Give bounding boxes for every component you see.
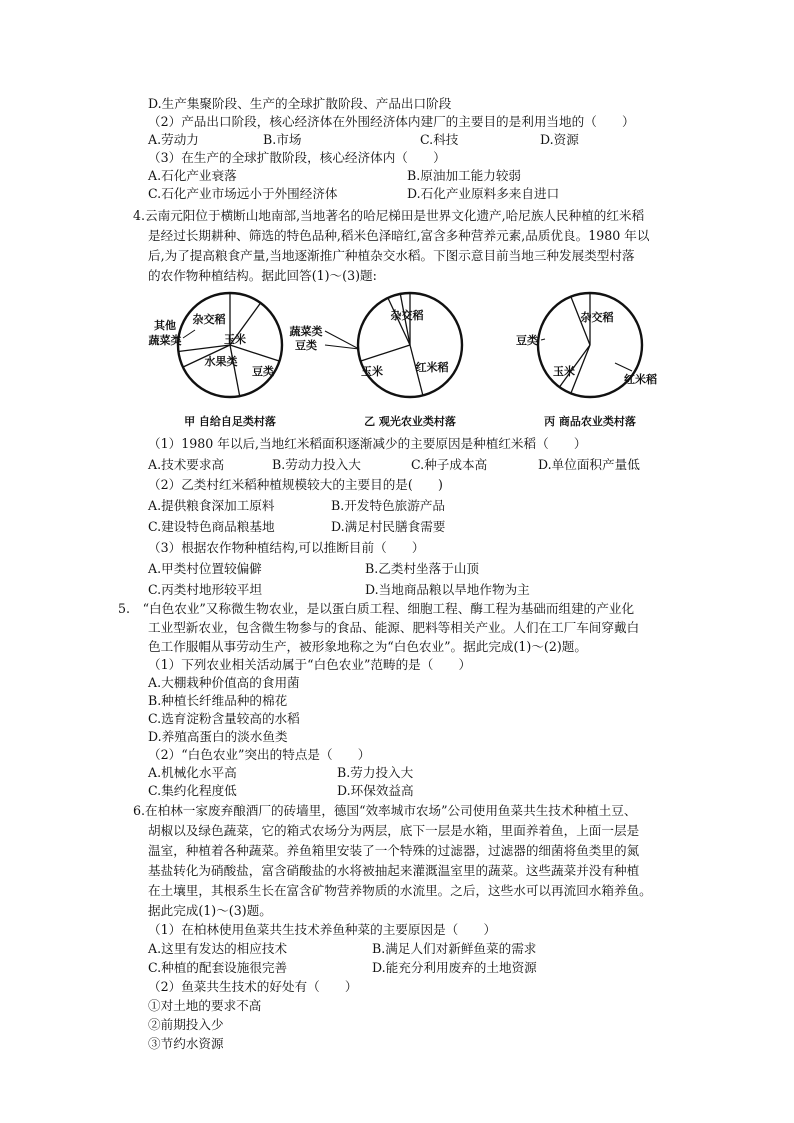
q3-sub3-opt-a: A.石化产业衰落 (148, 168, 237, 183)
pie-label (239, 283, 272, 284)
q6-sub2-item-2: ②前期投入少 (148, 1017, 224, 1032)
q4-sub2-opt-b: B.开发特色旅游产品 (331, 498, 446, 513)
q4-sub2: （2）乙类村红米稻种植规模较大的主要目的是( ) (148, 477, 443, 492)
pie-label: 玉米 (553, 365, 575, 378)
q6-sub1-opt-a: A.这里有发达的相应技术 (148, 941, 288, 956)
pie-label: 杂交稻 (192, 313, 226, 326)
pie-3 (516, 293, 657, 428)
pie-label: 玉米 (224, 333, 246, 346)
q6-sub1-opt-b: B.满足人们对新鲜鱼菜的需求 (372, 941, 537, 956)
pie-caption: 乙 观光农业类村落 (364, 415, 456, 428)
q4-sub2-opt-d: D.满足村民膳食需要 (331, 519, 446, 534)
pie-label: 蔬菜类 (289, 325, 323, 338)
q3-sub2-opt-d: D.资源 (540, 132, 579, 147)
q3-sub3-opt-d: D.石化产业原料多来自进口 (407, 186, 560, 201)
q6-sub1-opt-c: C.种植的配套设施很完善 (148, 960, 288, 975)
q4-sub1-opt-c: C.种子成本高 (411, 457, 488, 472)
q6-sub1-opt-d: D.能充分利用废弃的土地资源 (372, 960, 537, 975)
q4-sub3: （3）根据农作物种植结构,可以推断目前（ ） (148, 540, 425, 555)
q5-sub2-opt-c: C.集约化程度低 (148, 783, 237, 798)
q3-option-d: D.生产集聚阶段、生产的全球扩散阶段、产品出口阶段 (148, 96, 452, 111)
pie-label: 其他 (154, 319, 176, 332)
q3-sub2-opt-c: C.科技 (420, 132, 459, 147)
q4-sub3-opt-a: A.甲类村位置较偏僻 (148, 561, 262, 576)
q5-sub1-opt-b: B.种植长纤维品种的棉花 (148, 693, 288, 708)
q6-intro-line-4: 基盐转化为硝酸盐，富含硝酸盐的水将被抽起来灌溉温室里的蔬菜。这些蔬菜并没有种植 (148, 863, 640, 878)
q6-sub2-item-1: ①对土地的要求不高 (148, 998, 262, 1013)
q4-sub1-opt-a: A.技术要求高 (148, 457, 225, 472)
pie-label: 豆类 (516, 334, 538, 347)
pie-label: 水果类 (204, 355, 238, 368)
pie-label: 红米稻 (624, 373, 657, 386)
q4-sub3-opt-c: C.丙类村地形较平坦 (148, 582, 262, 597)
q6-intro-line-1: 6.在柏林一家废弃酿酒厂的砖墙里，德国“效率城市农场”公司使用鱼菜共生技术种植土豆、 (133, 803, 637, 818)
q3-sub2-opt-b: B.市场 (263, 132, 302, 147)
q6-intro-line-6: 据此完成(1)～(3)题。 (148, 903, 272, 918)
q5-sub1-opt-d: D.养殖高蛋白的淡水鱼类 (148, 729, 288, 744)
q3-sub3-opt-b: B.原油加工能力较弱 (407, 168, 522, 183)
q5-sub1: （1）下列农业相关活动属于“白色农业”范畴的是（ ） (148, 657, 472, 672)
pie-label: 豆类 (295, 339, 317, 352)
q4-intro-line-2: 是经过长期耕种、筛选的特色品种,稻米色泽暗红,富含多种营养元素,品质优良。1980 年以 (148, 228, 650, 243)
q6-sub1: （1）在柏林使用鱼菜共生技术养鱼种菜的主要原因是（ ） (148, 922, 497, 937)
q5-sub1-opt-c: C.选育淀粉含量较高的水稻 (148, 711, 300, 726)
q6-intro-line-5: 在土壤里，其根系生长在富含矿物营养物质的水流里。之后，这些水可以再流回水箱养鱼。 (148, 883, 652, 898)
q6-intro-line-2: 胡椒以及绿色蔬菜，它的箱式农场分为两层，底下一层是水箱，里面养着鱼，上面一层是 (148, 823, 640, 838)
q4-intro-line-1: 4.云南元阳位于横断山地南部,当地著名的哈尼梯田是世界文化遗产,哈尼族人民种植的红米稻 (133, 208, 645, 223)
q5-intro-line-2: 工业型新农业，包含微生物参与的食品、能源、肥料等相关产业。人们在工厂车间穿戴白 (148, 620, 640, 635)
pie-caption: 甲 自给自足类村落 (184, 415, 276, 428)
q4-sub2-opt-c: C.建设特色商品粮基地 (148, 519, 275, 534)
q5-sub2: （2）“白色农业”突出的特点是（ ） (148, 747, 371, 762)
q6-sub2: （2）鱼菜共生技术的好处有（ ） (148, 979, 358, 994)
pie-caption: 丙 商品农业类村落 (544, 415, 636, 428)
q4-sub1: （1）1980 年以后,当地红米稻面积逐渐减少的主要原因是种植红米稻（ ） (148, 436, 587, 451)
q4-intro-line-3: 后,为了提高粮食产量,当地逐渐推广种植杂交水稻。下图示意目前当地三种发展类型村落 (148, 248, 635, 263)
q3-sub3-opt-c: C.石化产业市场远小于外围经济体 (148, 186, 338, 201)
pie-2 (289, 293, 463, 428)
pie-charts-svg (145, 283, 665, 433)
q3-sub2-opt-a: A.劳动力 (148, 132, 199, 147)
pie-leader-line (325, 331, 359, 349)
q5-sub1-opt-a: A.大棚栽种价值高的食用菌 (148, 675, 300, 690)
pie-label: 蔬菜类 (148, 334, 182, 347)
pie-chart-figure (145, 283, 665, 433)
q6-sub2-item-3: ③节约水资源 (148, 1036, 224, 1051)
pie-label: 杂交稻 (390, 309, 424, 322)
q3-sub2: （2）产品出口阶段，核心经济体在外围经济体内建厂的主要目的是利用当地的（ ） (148, 114, 635, 129)
pie-label: 玉米 (361, 365, 383, 378)
q5-sub2-opt-d: D.环保效益高 (337, 783, 414, 798)
q4-sub3-opt-d: D.当地商品粮以旱地作物为主 (365, 582, 530, 597)
q5-intro-line-1: 5. “白色农业”又称微生物农业，是以蛋白质工程、细胞工程、酶工程为基础而组建的产业化 (118, 601, 635, 616)
pie-1 (148, 283, 283, 428)
q3-sub3: （3）在生产的全球扩散阶段，核心经济体内（ ） (148, 150, 446, 165)
q4-sub1-opt-d: D.单位面积产量低 (538, 457, 640, 472)
q4-sub1-opt-b: B.劳动力投入大 (272, 457, 361, 472)
pie-label: 杂交稻 (580, 311, 614, 324)
pie-label: 豆类 (252, 365, 274, 378)
q4-sub2-opt-a: A.提供粮食深加工原料 (148, 498, 275, 513)
q5-sub2-opt-b: B.劳力投入大 (337, 765, 414, 780)
q4-sub3-opt-b: B.乙类村坐落于山顶 (365, 561, 480, 576)
q6-intro-line-3: 温室，种植着各种蔬菜。养鱼箱里安装了一个特殊的过滤器，过滤器的细菌将鱼类里的氮 (148, 843, 640, 858)
pie-label: 红米稻 (415, 361, 449, 374)
pie-leader-line (325, 345, 359, 349)
q4-intro-line-4: 的农作物种植结构。据此回答(1)～(3)题: (148, 268, 377, 283)
q5-sub2-opt-a: A.机械化水平高 (148, 765, 237, 780)
q5-intro-line-3: 色工作服帽从事劳动生产，被形象地称之为“白色农业”。据此完成(1)～(2)题。 (148, 639, 587, 654)
